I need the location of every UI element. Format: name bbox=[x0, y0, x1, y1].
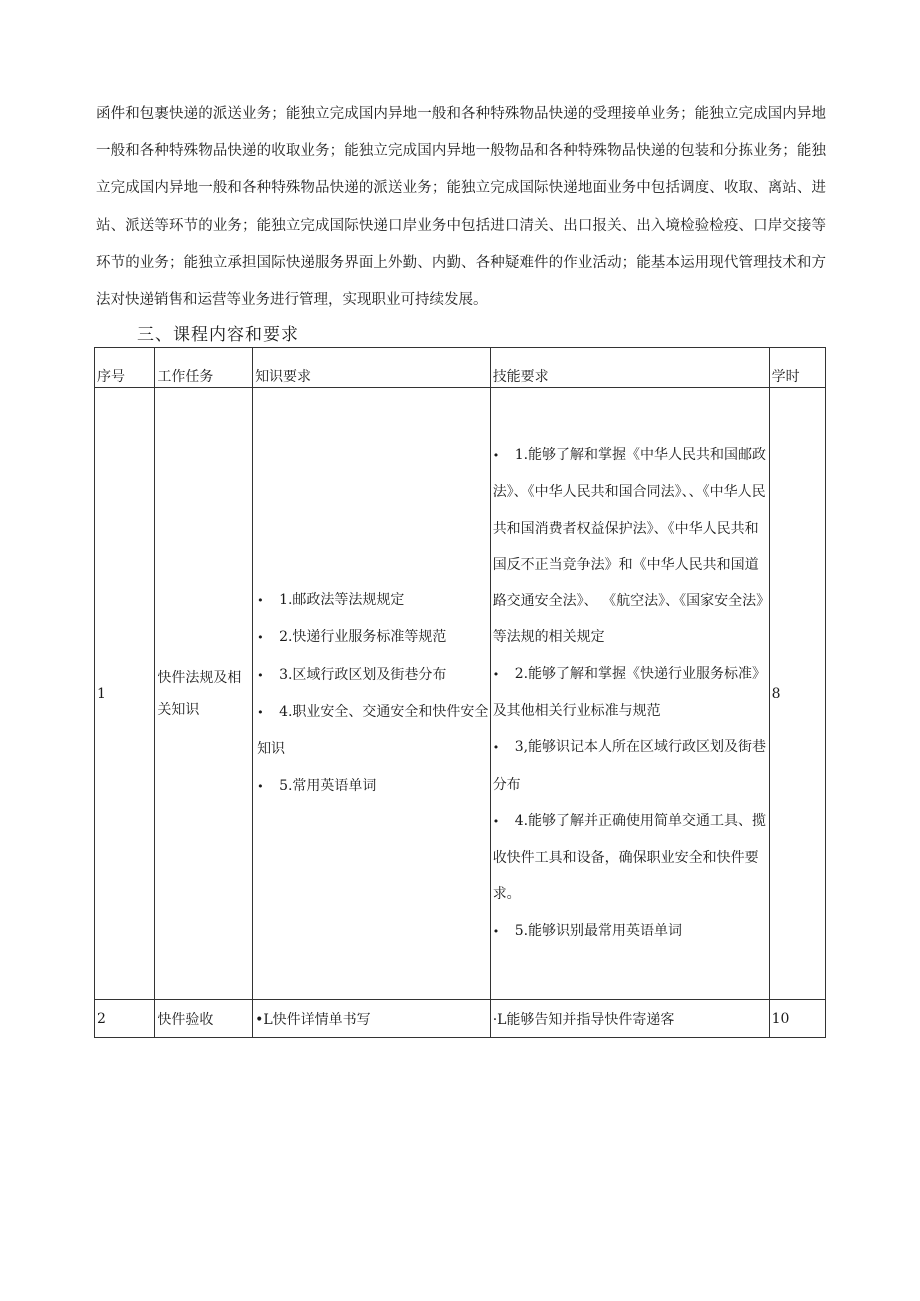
list-item bbox=[493, 729, 769, 803]
row-knowledge bbox=[253, 388, 491, 1000]
bullet-icon: • bbox=[492, 741, 500, 755]
list-item-text: 5.常用英语单词 bbox=[279, 777, 377, 794]
bullet-icon: • bbox=[257, 594, 264, 608]
row-hours: 10 bbox=[769, 1000, 825, 1038]
row-hours: 8 bbox=[769, 388, 825, 1000]
bullet-icon: • bbox=[492, 667, 500, 681]
list-item-text: 4.职业安全、交通安全和快件安全知识 bbox=[257, 704, 489, 758]
list-item bbox=[493, 656, 769, 730]
list-item-text: 4.能够了解并正确使用简单交通工具、揽收快件工具和设备，确保职业安全和快件要求。 bbox=[492, 812, 767, 903]
list-item bbox=[493, 803, 769, 913]
list-item bbox=[255, 768, 490, 805]
row-task: 快件验收 bbox=[155, 1000, 253, 1038]
bullet-icon: • bbox=[257, 631, 264, 645]
row-knowledge: •L快件详情单书写 bbox=[253, 1000, 491, 1038]
bullet-icon: • bbox=[257, 779, 264, 793]
header-knowledge: 知识要求 bbox=[253, 348, 491, 388]
list-item-text: 3.区域行政区划及街巷分布 bbox=[279, 666, 447, 683]
list-item bbox=[493, 437, 769, 656]
list-item bbox=[255, 657, 490, 694]
skills-list bbox=[493, 437, 769, 950]
list-item-text: 2.能够了解和掌握《快递行业服务标准》及其他相关行业标准与规范 bbox=[492, 665, 767, 719]
row-number: 2 bbox=[95, 1000, 155, 1038]
course-content-table bbox=[94, 347, 826, 1038]
bullet-icon: • bbox=[492, 448, 500, 462]
table-row bbox=[95, 388, 826, 1000]
section-heading: 三、课程内容和要求 bbox=[137, 325, 299, 345]
header-hours: 学时 bbox=[769, 348, 825, 388]
list-item bbox=[493, 913, 769, 950]
header-no: 序号 bbox=[95, 348, 155, 388]
list-item-text: 2.快递行业服务标准等规范 bbox=[279, 629, 447, 646]
intro-paragraph: 函件和包裹快递的派送业务；能独立完成国内异地一般和各种特殊物品快递的受理接单业务；能独立完成国内异地一般和各种特殊物品快递的收取业务；能独立完成国内异地一般物品和各种特殊物品快递的包装和分拣业务；能独立完成国内异地一般和各种特殊物品快递的派送业务；能独立完成国际快递地面业务中包括调度、收取、离站、进站、派送等环节的业务；能独立完成国际快递口岸业务中包括进口清关、出口报关、出入境检验检疫、口岸交接等环节的业务；能独立承担国际快递服务界面上外勤、内勤、各种疑难件的作业活动；能基本运用现代管理技术和方法对快递销售和运营等业务进行管理，实现职业可持续发展。 bbox=[96, 106, 826, 309]
row-number: 1 bbox=[95, 388, 155, 1000]
bullet-icon: • bbox=[257, 668, 264, 682]
bullet-icon: • bbox=[492, 814, 500, 828]
header-task: 工作任务 bbox=[155, 348, 253, 388]
row-skills bbox=[490, 388, 769, 1000]
bullet-icon: • bbox=[257, 706, 264, 719]
table-row bbox=[95, 1000, 826, 1038]
row-skills: ·L能够告知并指导快件寄递客 bbox=[490, 1000, 769, 1038]
list-item bbox=[255, 582, 490, 619]
list-item-text: 1.邮政法等法规规定 bbox=[279, 592, 405, 609]
list-item-text: 1.能够了解和掌握《中华人民共和国邮政法》、《中华人民共和国合同法》、、《中华人民共和国消费者权益保护法》、《中华人民共和国反不正当竞争法》和《中华人民共和国道路交通安全法》、 《航空法》、《国家安全法》等法规的相关规定 bbox=[492, 446, 767, 646]
bullet-icon: • bbox=[492, 924, 500, 938]
list-item-text: 3,能够识记本人所在区域行政区划及街巷分布 bbox=[492, 739, 767, 793]
list-item bbox=[255, 694, 490, 768]
list-item bbox=[255, 619, 490, 656]
list-item-text: 5.能够识别最常用英语单词 bbox=[514, 922, 683, 939]
table-header-row bbox=[95, 348, 826, 388]
header-skills: 技能要求 bbox=[490, 348, 769, 388]
knowledge-list bbox=[255, 582, 490, 805]
row-task: 快件法规及相关知识 bbox=[155, 388, 253, 1000]
